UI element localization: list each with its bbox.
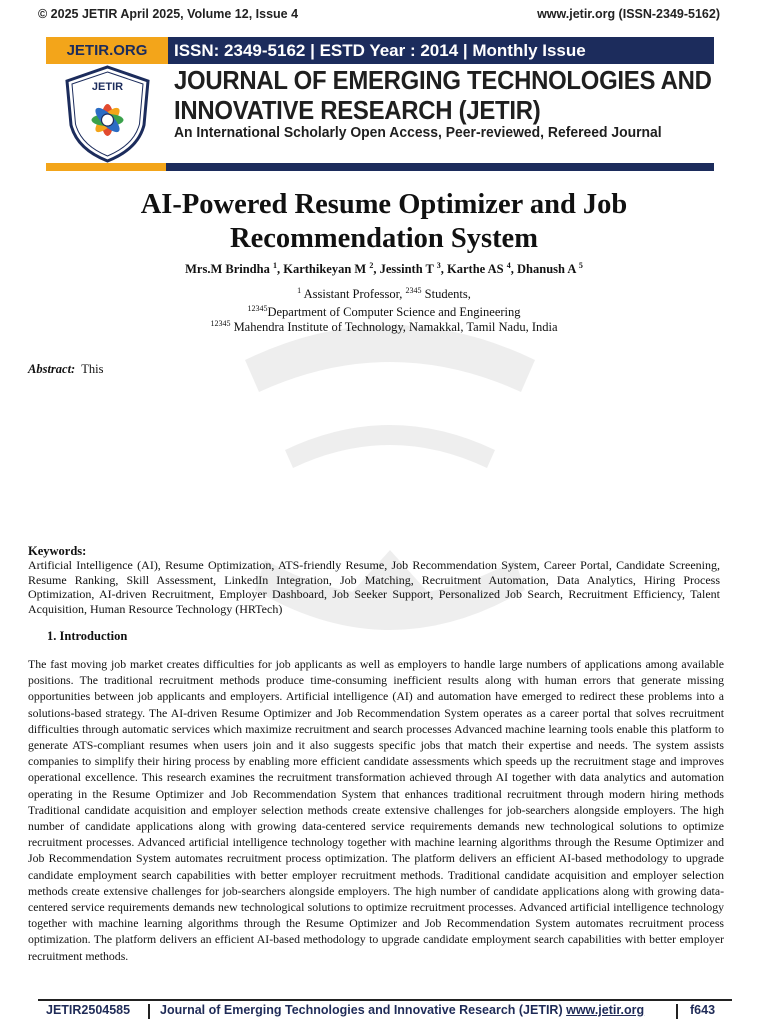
author-sup: 3 bbox=[436, 260, 441, 270]
journal-banner bbox=[46, 37, 714, 171]
author-list bbox=[0, 262, 768, 277]
author-name: Mrs.M Brindha bbox=[185, 262, 273, 276]
banner-journal-line1: JOURNAL OF EMERGING TECHNOLOGIES AND bbox=[174, 65, 712, 95]
author-name: Karthikeyan M bbox=[283, 262, 370, 276]
footer-journal-name: Journal of Emerging Technologies and Innovative Research (JETIR) bbox=[160, 1003, 567, 1017]
jetir-logo-icon bbox=[60, 63, 155, 163]
author-separator: , bbox=[276, 262, 284, 276]
logo-text: JETIR bbox=[91, 81, 124, 93]
keywords-label: Keywords: bbox=[28, 544, 87, 558]
banner-journal-line2: INNOVATIVE RESEARCH (JETIR) bbox=[174, 95, 541, 125]
banner-site: JETIR.ORG bbox=[46, 37, 168, 64]
affiliation-department bbox=[0, 305, 768, 320]
introduction-body: The fast moving job market creates difficulties for job applicants as well as employers to handle large numbers of applications among available positions. The traditional recruitment methods produce time-consuming inefficient results along with human errors that generate missing opportunities between job applicants and employers. Artificial intelligence (AI) and automation have emerged to redirect these problems into a solutions-based strategy. The AI-driven Resume Optimizer and Job Recommendation System operates as a career portal that solves recruitment difficulties through automatic services which maximize recruitment and search processes Advanced machine learning tools enable this platform to generate ATS-compliant resumes when users join and it also suggests specific jobs that match their expertise and needs. The system assists companies to simplify their hiring process by enabling more efficient candidate assessments which speeds up the recruitment stage and improves operational excellence. This research examines the recruitment transformation achieved through AI together with data analytics and automation operating in the Resume Optimizer and Job Recommendation System that enhances traditional recruitment through modern hiring methods Traditional candidate acquisition and employer selection methods create extensive challenges for job-searchers alongside employers. The high number of candidate applications along with growing data-centered service requirements demands new technological solutions to optimize recruitment processes. Advanced artificial intelligence technology together with machine learning algorithms through the Resume Optimizer and Job Recommendation System automates recruitment process optimization. The platform delivers an efficient AI-based methodology to upgrade candidate employment search capabilities with better employer recruitment methods. Traditional candidate acquisition and employer selection methods create extensive challenges for job-searchers alongside employers. The high number of candidate applications along with growing data-centered service requirements demands new technological solutions to optimize recruitment processes. Advanced artificial intelligence technology together with machine learning algorithms through the Resume Optimizer and Job Recommendation System automates recruitment process optimization. The platform delivers an efficient AI-based methodology to upgrade candidate employment search capabilities with better employer recruitment methods. bbox=[28, 657, 724, 963]
footer-page-number: f643 bbox=[690, 1003, 716, 1017]
section-heading-introduction: 1. Introduction bbox=[47, 629, 128, 643]
author-separator: , bbox=[440, 262, 448, 276]
author-sup: 2 bbox=[369, 260, 374, 270]
banner-bottom-bar bbox=[46, 163, 714, 171]
footer-site-link[interactable]: www.jetir.org bbox=[566, 1003, 645, 1017]
footer-divider bbox=[148, 1004, 150, 1019]
author-separator: , bbox=[373, 262, 380, 276]
aff-sup: 2345 bbox=[405, 285, 422, 295]
footer-divider bbox=[676, 1004, 678, 1019]
keywords-text: Artificial Intelligence (AI), Resume Optimization, ATS-friendly Resume, Job Recommendation System, Career Portal, Candidate Screening, Resume Ranking, Skill Assessment, LinkedIn Integration, Job Matching, Recruitment Automation, Data Analytics, Hiring Process Optimization, AI-driven Recruitment, Employer Dashboard, Job Seeker Support, Personalized Job Search, Recruitment Efficiency, Talent Acquisition, Human Resource Technology (HRTech) bbox=[28, 558, 720, 616]
footer-journal bbox=[160, 1003, 644, 1017]
author-name: Jessinth T bbox=[379, 262, 437, 276]
author-name: Dhanush A bbox=[517, 262, 579, 276]
author-sup: 5 bbox=[578, 260, 583, 270]
aff-role-students: Students, bbox=[421, 287, 471, 301]
paper-title bbox=[0, 188, 768, 256]
abstract-label: Abstract: bbox=[28, 362, 76, 376]
author-sup: 4 bbox=[506, 260, 511, 270]
aff-sup: 12345 bbox=[210, 318, 231, 328]
title-line2: Recommendation System bbox=[230, 223, 538, 254]
author-name: Karthe AS bbox=[447, 262, 507, 276]
page-header bbox=[38, 7, 720, 21]
footer-paper-id: JETIR2504585 bbox=[46, 1003, 131, 1017]
author-sup: 1 bbox=[272, 260, 277, 270]
banner-tagline: An International Scholarly Open Access, Peer-reviewed, Refereed Journal bbox=[174, 125, 662, 141]
abstract bbox=[28, 362, 104, 377]
aff-institute-text: Mahendra Institute of Technology, Namakkal, Tamil Nadu, India bbox=[230, 320, 558, 334]
affiliation-roles bbox=[0, 287, 768, 302]
watermark-logo-icon bbox=[225, 300, 558, 700]
affiliation-institute bbox=[0, 320, 768, 335]
title-line1: AI-Powered Resume Optimizer and Job bbox=[140, 189, 628, 220]
header-left: © 2025 JETIR April 2025, Volume 12, Issue 4 bbox=[38, 7, 299, 21]
page-footer bbox=[38, 1003, 732, 1020]
aff-role-professor: Assistant Professor, bbox=[301, 287, 406, 301]
header-right: www.jetir.org (ISSN-2349-5162) bbox=[537, 7, 720, 21]
footer-rule bbox=[38, 999, 732, 1001]
aff-department-text: Department of Computer Science and Engineering bbox=[267, 305, 521, 319]
abstract-text: This bbox=[81, 362, 104, 376]
aff-sup: 1 bbox=[297, 285, 302, 295]
banner-issn: ISSN: 2349-5162 | ESTD Year : 2014 | Monthly Issue bbox=[174, 41, 586, 60]
aff-sup: 12345 bbox=[247, 303, 268, 313]
author-separator: , bbox=[510, 262, 518, 276]
